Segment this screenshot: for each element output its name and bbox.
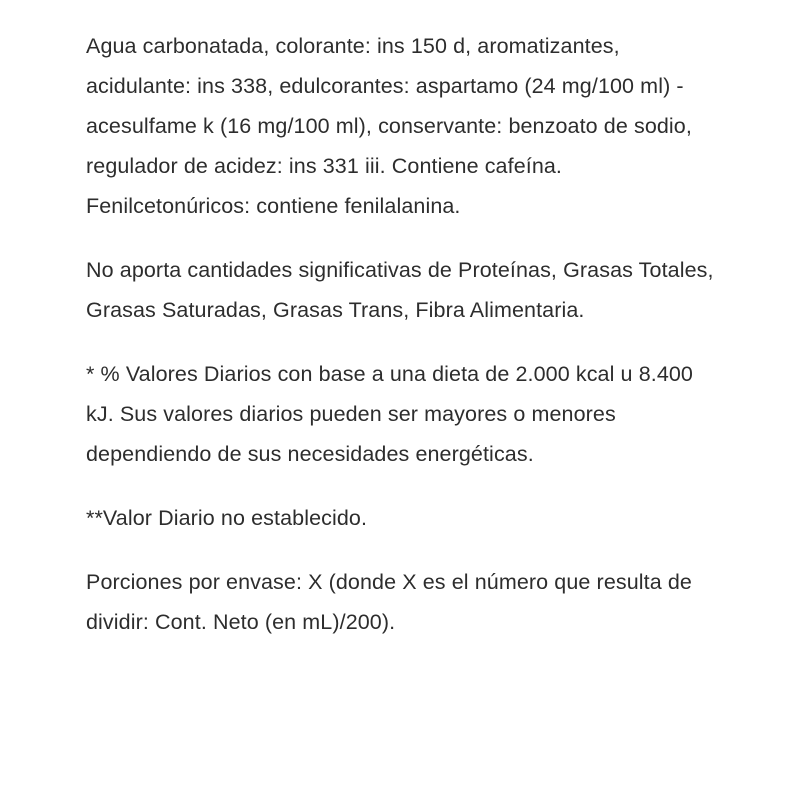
paragraph-ingredients: Agua carbonatada, colorante: ins 150 d, aromatizantes, acidulante: ins 338, edulcorantes: aspartamo (24 mg/100 ml) - acesulfame k (16 mg/100 ml), conservante: benzoato de sodio, regulador de acidez: ins 331 iii. Contiene cafeína. Fenilcetonúricos: contiene fenilalanina. bbox=[86, 34, 692, 218]
paragraph-non-significant-amounts: No aporta cantidades significativas de Proteínas, Grasas Totales, Grasas Saturadas, Grasas Trans, Fibra Alimentaria. bbox=[86, 258, 714, 322]
paragraph-daily-value-not-established: **Valor Diario no establecido. bbox=[86, 506, 368, 530]
paragraph-servings-per-container: Porciones por envase: X (donde X es el número que resulta de dividir: Cont. Neto (en mL)/200). bbox=[86, 570, 692, 634]
paragraph-daily-values-note: * % Valores Diarios con base a una dieta de 2.000 kcal u 8.400 kJ. Sus valores diarios pueden ser mayores o menores dependiendo de sus necesidades energéticas. bbox=[86, 362, 693, 466]
